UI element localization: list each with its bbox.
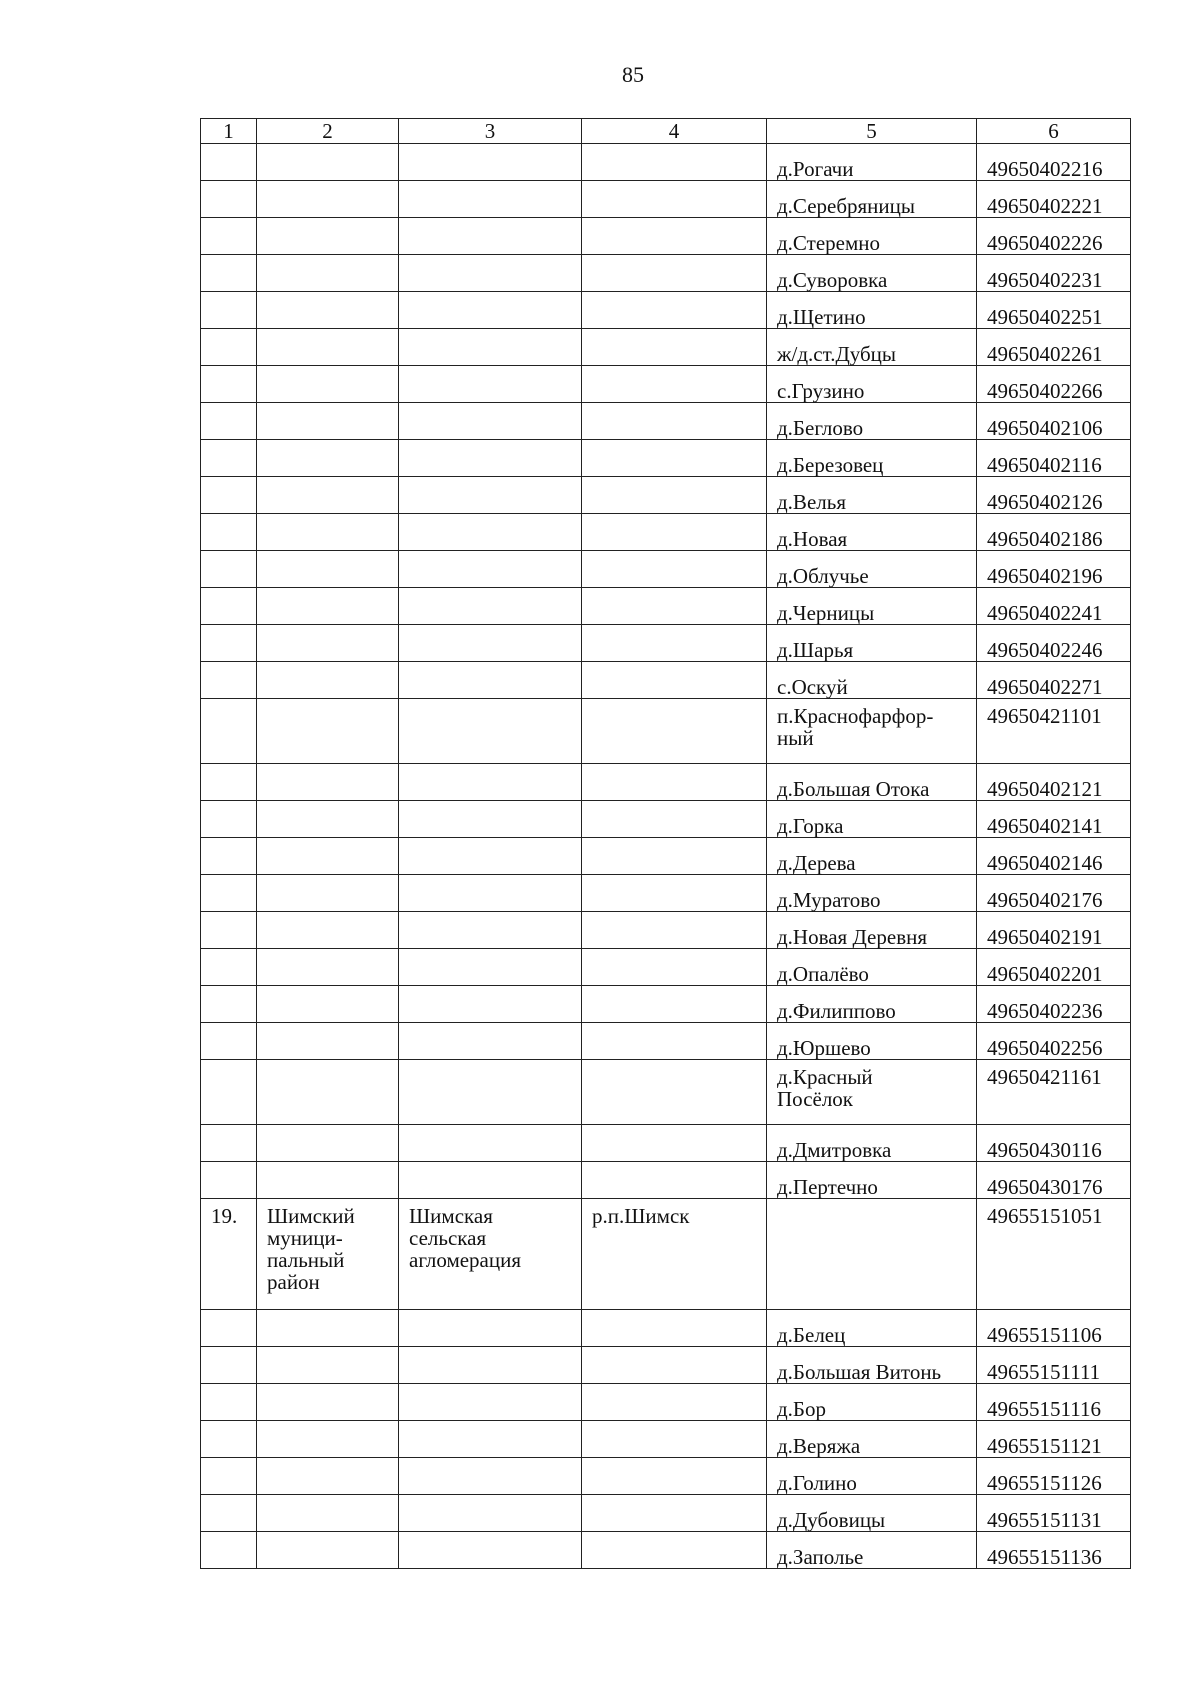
empty-cell: [201, 588, 257, 625]
oktmo-code: 49655151106: [977, 1310, 1131, 1347]
table-row: [201, 949, 1131, 986]
empty-cell: [582, 440, 767, 477]
empty-cell: [257, 292, 399, 329]
empty-cell: [582, 477, 767, 514]
empty-cell: [201, 875, 257, 912]
empty-cell: [201, 292, 257, 329]
empty-cell: [582, 255, 767, 292]
table-row: [201, 1310, 1131, 1347]
empty-cell: [257, 949, 399, 986]
empty-cell: [201, 477, 257, 514]
empty-cell: [399, 838, 582, 875]
empty-cell: [201, 949, 257, 986]
table-row: [201, 1458, 1131, 1495]
empty-cell: [257, 625, 399, 662]
empty-cell: [257, 1532, 399, 1569]
oktmo-code: 49650402236: [977, 986, 1131, 1023]
empty-cell: [257, 551, 399, 588]
empty-cell: [582, 1060, 767, 1125]
empty-cell: [399, 1347, 582, 1384]
empty-cell: [201, 255, 257, 292]
empty-cell: [257, 329, 399, 366]
empty-cell: [582, 912, 767, 949]
settlement-name: ж/д.ст.Дубцы: [767, 329, 977, 366]
settlement-name: д.Новая Деревня: [767, 912, 977, 949]
empty-cell: [257, 1384, 399, 1421]
oktmo-code: 49650402201: [977, 949, 1131, 986]
district-name-line: Шимский: [267, 1204, 355, 1228]
empty-cell: [582, 329, 767, 366]
empty-cell: [399, 1495, 582, 1532]
settlement-name: [767, 699, 977, 764]
settlement-name: д.Велья: [767, 477, 977, 514]
empty-cell: [399, 699, 582, 764]
empty-cell: [201, 801, 257, 838]
table-row: [201, 403, 1131, 440]
settlement-name: с.Грузино: [767, 366, 977, 403]
empty-cell: [399, 329, 582, 366]
empty-cell: [201, 1532, 257, 1569]
oktmo-code: 49655151126: [977, 1458, 1131, 1495]
settlement-name-line: п.Краснофарфор-: [777, 704, 934, 728]
empty-cell: [399, 1060, 582, 1125]
empty-cell: [257, 514, 399, 551]
table-row: [201, 1060, 1131, 1125]
empty-cell: [399, 912, 582, 949]
empty-cell: [582, 1162, 767, 1199]
empty-cell: [582, 218, 767, 255]
settlement-name: с.Оскуй: [767, 662, 977, 699]
empty-cell: [257, 662, 399, 699]
table-row: [201, 875, 1131, 912]
oktmo-code: 49650402116: [977, 440, 1131, 477]
table-row: [201, 440, 1131, 477]
empty-cell: [582, 1125, 767, 1162]
empty-cell: [582, 292, 767, 329]
table-row: [201, 329, 1131, 366]
empty-cell: [582, 949, 767, 986]
agglomeration-line: Шимская: [409, 1204, 493, 1228]
settlement-name: д.Филиппово: [767, 986, 977, 1023]
header-cell-3: 3: [399, 119, 582, 144]
oktmo-code: 49655151111: [977, 1347, 1131, 1384]
settlement-name: д.Стеремно: [767, 218, 977, 255]
table-row: [201, 764, 1131, 801]
empty-cell: [257, 255, 399, 292]
settlement-name: д.Березовец: [767, 440, 977, 477]
oktmo-code: 49650421101: [977, 699, 1131, 764]
empty-cell: [399, 255, 582, 292]
empty-cell: [201, 699, 257, 764]
table-row: [201, 144, 1131, 181]
table-row: [201, 662, 1131, 699]
empty-cell: [399, 551, 582, 588]
table-row: [201, 1532, 1131, 1569]
empty-cell: [201, 986, 257, 1023]
empty-cell: [582, 1495, 767, 1532]
table-row: [201, 292, 1131, 329]
oktmo-code: 49650402256: [977, 1023, 1131, 1060]
empty-cell: [257, 1458, 399, 1495]
table-row: [201, 255, 1131, 292]
empty-cell: [399, 403, 582, 440]
empty-cell: [257, 838, 399, 875]
oktmo-code: 49650402191: [977, 912, 1131, 949]
oktmo-code: 49650402261: [977, 329, 1131, 366]
empty-cell: [257, 764, 399, 801]
empty-cell: [582, 1347, 767, 1384]
empty-cell: [257, 588, 399, 625]
oktmo-code: 49650402221: [977, 181, 1131, 218]
empty-cell: [582, 986, 767, 1023]
settlement-name: д.Опалёво: [767, 949, 977, 986]
empty-cell: [399, 875, 582, 912]
empty-cell: [201, 514, 257, 551]
table-row: [201, 588, 1131, 625]
settlement-name: д.Шарья: [767, 625, 977, 662]
settlement-name: д.Беглово: [767, 403, 977, 440]
table-row: [201, 912, 1131, 949]
oktmo-code: 49650402226: [977, 218, 1131, 255]
district-block: [201, 1199, 1131, 1310]
table-row: [201, 1384, 1131, 1421]
agglomeration-line: сельская: [409, 1226, 487, 1250]
empty-cell: [257, 181, 399, 218]
empty-cell: [201, 1495, 257, 1532]
empty-cell: [582, 181, 767, 218]
table-row: [201, 1162, 1131, 1199]
settlement-name: д.Новая: [767, 514, 977, 551]
empty-cell: [399, 1384, 582, 1421]
empty-cell: [399, 366, 582, 403]
rows-before: [201, 144, 1131, 1199]
empty-cell: [399, 1125, 582, 1162]
settlement-name: д.Дмитровка: [767, 1125, 977, 1162]
oktmo-code: 49655151116: [977, 1384, 1131, 1421]
empty-cell: [582, 801, 767, 838]
empty-cell: [582, 662, 767, 699]
empty-cell: [582, 1458, 767, 1495]
table-row: [201, 551, 1131, 588]
settlement-name: д.Белец: [767, 1310, 977, 1347]
empty-cell: [201, 1347, 257, 1384]
empty-cell: [257, 477, 399, 514]
empty-cell: [257, 440, 399, 477]
empty-cell: [257, 144, 399, 181]
empty-cell: [582, 551, 767, 588]
empty-cell: [399, 662, 582, 699]
oktmo-code: 49650402196: [977, 551, 1131, 588]
empty-cell: [201, 838, 257, 875]
empty-cell: [582, 1384, 767, 1421]
empty-cell: [201, 662, 257, 699]
empty-cell: [582, 514, 767, 551]
oktmo-code: 49650402266: [977, 366, 1131, 403]
empty-cell: [201, 551, 257, 588]
empty-cell: [399, 1162, 582, 1199]
district-name-line: район: [267, 1270, 320, 1294]
oktmo-code: 49650402186: [977, 514, 1131, 551]
oktmo-code: 49650430116: [977, 1125, 1131, 1162]
district-number: 19.: [201, 1199, 257, 1310]
oktmo-code: 49650402246: [977, 625, 1131, 662]
empty-cell: [257, 403, 399, 440]
empty-cell: [582, 403, 767, 440]
header-cell-4: 4: [582, 119, 767, 144]
settlement-name: д.Дерева: [767, 838, 977, 875]
oktmo-code: 49650402271: [977, 662, 1131, 699]
district-row: [201, 1199, 1131, 1310]
empty-cell: [399, 986, 582, 1023]
oktmo-code: 49650421161: [977, 1060, 1131, 1125]
oktmo-code: 49650402251: [977, 292, 1131, 329]
oktmo-code: 49650430176: [977, 1162, 1131, 1199]
empty-cell: [201, 1125, 257, 1162]
settlement-name: д.Голино: [767, 1458, 977, 1495]
oktmo-code: 49650402241: [977, 588, 1131, 625]
empty-cell: [399, 625, 582, 662]
settlement-name: д.Муратово: [767, 875, 977, 912]
oktmo-code: 49650402126: [977, 477, 1131, 514]
oktmo-code: 49655151131: [977, 1495, 1131, 1532]
empty-cell: [399, 801, 582, 838]
settlement-name: д.Дубовицы: [767, 1495, 977, 1532]
empty-cell: [257, 1310, 399, 1347]
empty-cell: [582, 875, 767, 912]
oktmo-code: 49650402176: [977, 875, 1131, 912]
settlement-name-line: д.Красный: [777, 1065, 873, 1089]
empty-cell: [257, 875, 399, 912]
settlement-name: д.Суворовка: [767, 255, 977, 292]
empty-cell: [201, 1023, 257, 1060]
empty-cell: [257, 986, 399, 1023]
empty-cell: [257, 1495, 399, 1532]
oktmo-code: 49650402146: [977, 838, 1131, 875]
rows-after: [201, 1310, 1131, 1569]
table-row: [201, 1347, 1131, 1384]
oktmo-code: 49650402231: [977, 255, 1131, 292]
empty-cell: [399, 218, 582, 255]
empty-cell: [399, 1023, 582, 1060]
empty-cell: [201, 1060, 257, 1125]
header-cell-5: 5: [767, 119, 977, 144]
table-row: [201, 838, 1131, 875]
header-cell-2: 2: [257, 119, 399, 144]
table-row: [201, 1125, 1131, 1162]
header-cell-6: 6: [977, 119, 1131, 144]
empty-cell: [399, 144, 582, 181]
empty-cell: [201, 625, 257, 662]
settlement-name: д.Серебряницы: [767, 181, 977, 218]
empty-cell: [257, 912, 399, 949]
empty-cell: [582, 1532, 767, 1569]
empty-cell: [201, 181, 257, 218]
empty-cell: [399, 1532, 582, 1569]
empty-cell: [399, 764, 582, 801]
oktmo-code: 49650402106: [977, 403, 1131, 440]
empty-cell: [582, 588, 767, 625]
empty-cell: [257, 1023, 399, 1060]
settlement-name: д.Щетино: [767, 292, 977, 329]
empty-cell: [582, 625, 767, 662]
district-name-line: муници-: [267, 1226, 343, 1250]
empty-cell: [582, 1421, 767, 1458]
empty-cell: [399, 949, 582, 986]
table-row: [201, 477, 1131, 514]
empty-cell: [399, 181, 582, 218]
oktmo-code: 49650402216: [977, 144, 1131, 181]
district-name-line: пальный: [267, 1248, 345, 1272]
settlement-name: [767, 1060, 977, 1125]
header-cell-1: 1: [201, 119, 257, 144]
table-row: [201, 986, 1131, 1023]
settlement-name: д.Большая Витонь: [767, 1347, 977, 1384]
empty-cell: [201, 764, 257, 801]
settlement-name: д.Черницы: [767, 588, 977, 625]
empty-cell: [582, 1023, 767, 1060]
empty-cell: [257, 218, 399, 255]
table-row: [201, 1421, 1131, 1458]
table-row: [201, 218, 1131, 255]
table-row: [201, 366, 1131, 403]
empty-cell: [582, 764, 767, 801]
empty-cell: [257, 1347, 399, 1384]
settlement-name: д.Большая Отока: [767, 764, 977, 801]
empty-cell: [201, 329, 257, 366]
empty-cell: [201, 912, 257, 949]
empty-cell: [399, 477, 582, 514]
empty-cell: [582, 1310, 767, 1347]
empty-cell: [257, 366, 399, 403]
table-row: [201, 1495, 1131, 1532]
empty-cell: [399, 514, 582, 551]
empty-cell: [201, 144, 257, 181]
settlement-name: д.Рогачи: [767, 144, 977, 181]
empty-cell: [257, 699, 399, 764]
header-row: [201, 119, 1131, 144]
empty-cell: [399, 1421, 582, 1458]
table-row: [201, 1023, 1131, 1060]
district-center: р.п.Шимск: [582, 1199, 767, 1310]
settlement-name: д.Заполье: [767, 1532, 977, 1569]
oktmo-code: 49655151121: [977, 1421, 1131, 1458]
table-row: [201, 801, 1131, 838]
empty-cell: [257, 1060, 399, 1125]
settlements-table: [200, 118, 1131, 1569]
empty-cell: [582, 366, 767, 403]
oktmo-code: 49650402121: [977, 764, 1131, 801]
empty-cell: [201, 1421, 257, 1458]
empty-cell: [257, 801, 399, 838]
agglomeration-line: агломерация: [409, 1248, 522, 1272]
empty-cell: [582, 838, 767, 875]
empty-cell: [399, 1458, 582, 1495]
empty-cell: [399, 1310, 582, 1347]
page-number: 85: [622, 62, 644, 87]
settlement-name: д.Юршево: [767, 1023, 977, 1060]
empty-cell: [201, 1458, 257, 1495]
table-row: [201, 625, 1131, 662]
empty-cell: [201, 1162, 257, 1199]
empty-cell: [201, 1384, 257, 1421]
empty-cell: [582, 699, 767, 764]
table-row: [201, 181, 1131, 218]
oktmo-code: 49650402141: [977, 801, 1131, 838]
empty-cell: [257, 1162, 399, 1199]
district-place-empty: [767, 1199, 977, 1310]
empty-cell: [201, 366, 257, 403]
settlement-name: д.Веряжа: [767, 1421, 977, 1458]
settlement-name: д.Пертечно: [767, 1162, 977, 1199]
settlement-name-line: ный: [777, 726, 814, 750]
settlement-name: д.Облучье: [767, 551, 977, 588]
empty-cell: [201, 1310, 257, 1347]
empty-cell: [201, 403, 257, 440]
district-agglomeration: [399, 1199, 582, 1310]
empty-cell: [201, 440, 257, 477]
empty-cell: [582, 144, 767, 181]
empty-cell: [399, 440, 582, 477]
empty-cell: [399, 292, 582, 329]
settlement-name: д.Бор: [767, 1384, 977, 1421]
empty-cell: [257, 1421, 399, 1458]
table-row: [201, 699, 1131, 764]
district-code: 49655151051: [977, 1199, 1131, 1310]
district-name: [257, 1199, 399, 1310]
settlement-name: д.Горка: [767, 801, 977, 838]
empty-cell: [399, 588, 582, 625]
empty-cell: [257, 1125, 399, 1162]
table-row: [201, 514, 1131, 551]
oktmo-code: 49655151136: [977, 1532, 1131, 1569]
settlement-name-line: Посёлок: [777, 1087, 854, 1111]
empty-cell: [201, 218, 257, 255]
